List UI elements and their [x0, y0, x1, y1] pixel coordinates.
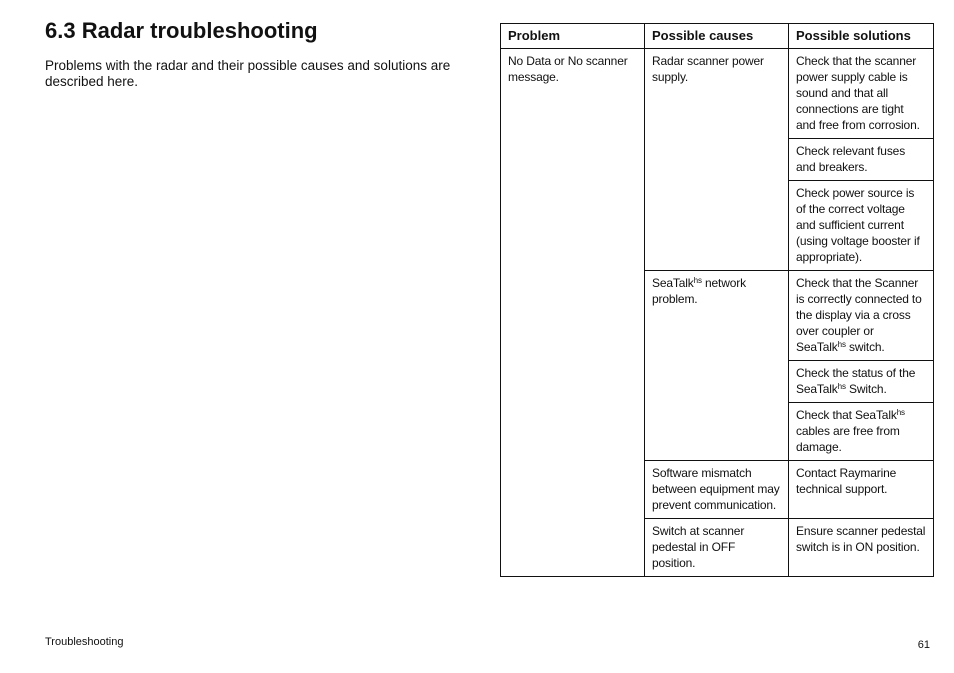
table-header-row [501, 24, 934, 49]
solution-text: Check that SeaTalk [796, 408, 897, 422]
table-row [501, 49, 934, 139]
solution-cell [789, 361, 934, 403]
superscript-hs: hs [837, 382, 846, 391]
cause-cell: Radar scanner power supply. [645, 49, 789, 271]
solution-text: Check that the Scanner is correctly connected to the display via a cross over coupler or SeaTalk [796, 276, 922, 354]
superscript-hs: hs [896, 408, 905, 417]
cause-cell [645, 271, 789, 461]
solution-cell: Contact Raymarine technical support. [789, 461, 934, 519]
cause-text: network problem. [652, 276, 746, 306]
troubleshooting-table [500, 23, 934, 577]
solution-cell [789, 403, 934, 461]
page-title: 6.3 Radar troubleshooting [45, 18, 318, 43]
cause-cell: Switch at scanner pedestal in OFF position. [645, 519, 789, 577]
page-number: 61 [917, 639, 930, 651]
superscript-hs: hs [693, 276, 702, 285]
solution-text: switch. [845, 340, 885, 354]
solution-cell [789, 271, 934, 361]
header-possible-solutions: Possible solutions [789, 24, 934, 49]
header-problem: Problem [501, 24, 645, 49]
header-possible-causes: Possible causes [645, 24, 789, 49]
superscript-hs: hs [837, 340, 846, 349]
solution-text: Check the status of the SeaTalk [796, 366, 916, 396]
solution-text: cables are free from damage. [796, 424, 900, 454]
solution-cell: Ensure scanner pedestal switch is in ON position. [789, 519, 934, 577]
solution-text: Switch. [845, 382, 887, 396]
problem-cell: No Data or No scanner message. [501, 49, 645, 577]
cause-cell: Software mismatch between equipment may prevent communication. [645, 461, 789, 519]
solution-cell: Check that the scanner power supply cable is sound and that all connections are tight and free from corrosion. [789, 49, 934, 139]
solution-cell: Check power source is of the correct voltage and sufficient current (using voltage booster if appropriate). [789, 181, 934, 271]
footer-section-label: Troubleshooting [45, 636, 124, 648]
cause-text: SeaTalk [652, 276, 694, 290]
intro-paragraph: Problems with the radar and their possible causes and solutions are described here. [45, 58, 451, 89]
solution-cell: Check relevant fuses and breakers. [789, 139, 934, 181]
